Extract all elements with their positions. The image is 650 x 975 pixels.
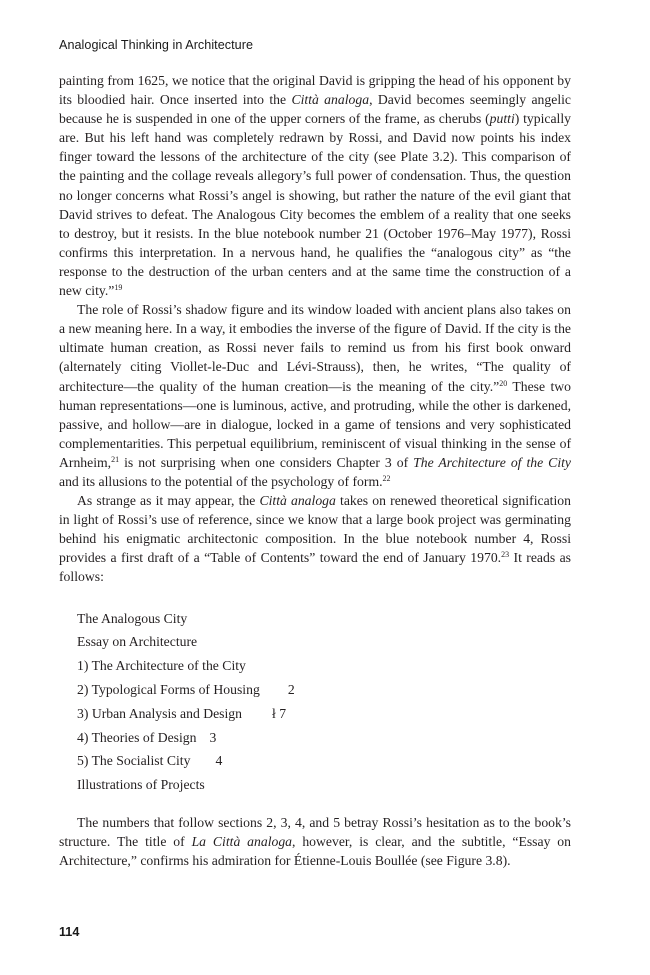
toc-item-text: 5) The Socialist City: [77, 753, 191, 769]
italic-title: The Architecture of the City: [413, 454, 571, 470]
text-run: As strange as it may appear, the: [77, 493, 260, 509]
text-run: ) typically are. But his left hand was completely redrawn by Rossi, and David now points his index finger toward the lessons of the architecture of the city (see Plate 3.2). This comparison of the painting and the collage reveals allegory’s full power of condensation. Thus, the question no longer concerns what Rossi’s angel is showing, but rather the nature of the evil giant that David strives to defeat. The Analogous City becomes the emblem of a reality that one seeks to destroy, but it resists. In the blue notebook number 21 (October 1976–May 1977), Rossi confirms this interpretation. In a nervous hand, he qualifies the “analogous city” as “the response to the destruction of the urban centers and at the same time the construction of a new city.”: [59, 111, 571, 299]
italic-title: Città analoga: [259, 493, 336, 509]
toc-item-text: 3) Urban Analysis and Design: [77, 705, 242, 721]
toc-item: [77, 702, 571, 726]
toc-handwritten-number: 3: [209, 729, 217, 745]
text-run: painting from 1625, we notice that the original David is gripping the head of his opponent by its bloodied hair. Once inserted into the: [59, 73, 571, 108]
toc-item-text: 2) Typological Forms of Housing: [77, 681, 260, 697]
text-run: , David becomes seemingly angelic because he is suspended in one of the upper corners of the frame, as cherubs (: [59, 92, 572, 127]
text-run: takes on renewed theoretical signification in light of Rossi’s use of reference, since we know that a large book project was germinating behind his enigmatic architectonic composition. In the blue notebook number 4, Rossi provides a first draft of a “Table of Contents” toward the end of January 1970.: [59, 493, 571, 566]
toc-handwritten-number: 4: [215, 753, 223, 769]
footnote-ref-20[interactable]: 20: [499, 378, 508, 388]
footnote-ref-19[interactable]: 19: [114, 283, 123, 293]
italic-term: putti: [489, 111, 515, 127]
toc-item-text: Illustrations of Projects: [77, 777, 205, 793]
toc-item-text: 1) The Architecture of the City: [77, 658, 246, 674]
toc-item: [77, 773, 571, 797]
toc-item: [77, 749, 571, 773]
toc-handwritten-number: ł 7: [272, 705, 287, 721]
table-of-contents-quote: [77, 607, 571, 797]
text-run: These two human representations—one is luminous, active, and protruding, while the other is darkened, passive, and hollow—are in dialogue, locked in a game of tensions and very sophisticated complementarities. This perpetual equilibrium, reminiscent of visual thinking in the sense of Arnheim,: [59, 378, 572, 470]
toc-item: [77, 630, 571, 654]
page-number: 114: [59, 925, 80, 939]
footnote-ref-23[interactable]: 23: [501, 550, 510, 560]
toc-item: [77, 654, 571, 678]
body-text: [59, 71, 571, 870]
toc-item: [77, 726, 571, 750]
text-run: and its allusions to the potential of the psychology of form.: [59, 473, 383, 489]
toc-item-text: The Analogous City: [77, 610, 188, 626]
paragraph-1: [59, 71, 571, 300]
toc-item: [77, 607, 571, 631]
running-head: Analogical Thinking in Architecture: [59, 38, 254, 52]
footnote-ref-21[interactable]: 21: [111, 454, 120, 464]
text-run: The numbers that follow sections 2, 3, 4, and 5 betray Rossi’s hesitation as to the book’s structure. The title of: [59, 814, 571, 849]
paragraph-3: [59, 491, 571, 586]
toc-item: [77, 678, 571, 702]
text-run: , however, is clear, and the subtitle, “Essay on Architecture,” confirms his admiration for Étienne-Louis Boullée (see Figure 3.8).: [59, 834, 571, 869]
paragraph-4: [59, 813, 571, 870]
text-run: The role of Rossi’s shadow figure and its window loaded with ancient plans also takes on a new meaning here. In a way, it embodies the inverse of the figure of David. If the city is the ultimate human creation, as Rossi never fails to remind us from his first book onward (alternately citing Viollet-le-Duc and Lévi-Strauss), then, he writes, “The quality of architecture—the quality of the human creation—is the meaning of the city.”: [59, 302, 571, 394]
text-run: is not surprising when one considers Chapter 3 of: [119, 454, 414, 470]
italic-title: Città analoga: [291, 92, 370, 108]
footnote-ref-22[interactable]: 22: [382, 473, 391, 483]
toc-item-text: Essay on Architecture: [77, 634, 198, 650]
toc-handwritten-number: 2: [287, 681, 295, 697]
italic-title: La Città analoga: [191, 834, 293, 849]
paragraph-2: [59, 300, 571, 491]
toc-item-text: 4) Theories of Design: [77, 729, 197, 745]
text-run: It reads as follows:: [59, 550, 571, 585]
